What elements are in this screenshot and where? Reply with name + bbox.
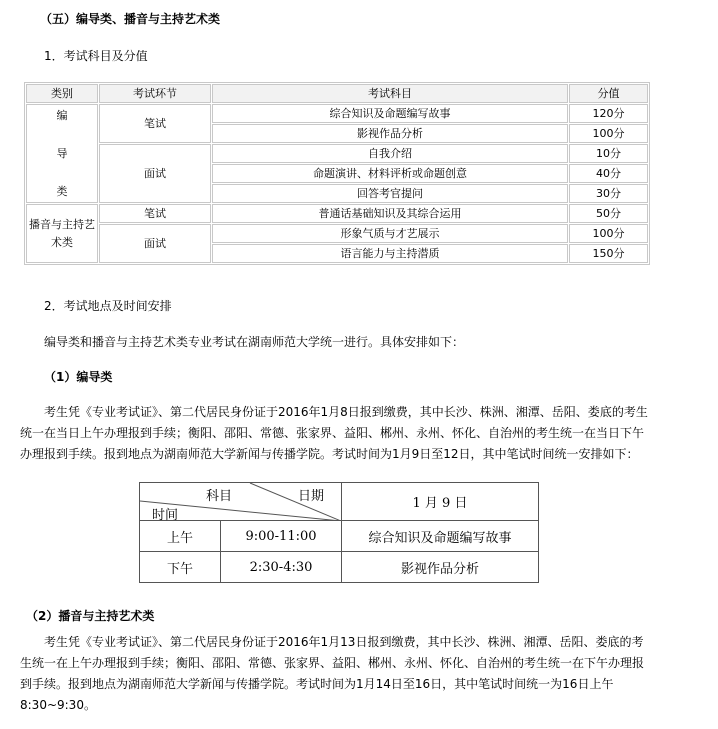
paragraph-line: 考生凭《专业考试证》、第二代居民身份证于2016年1月13日报到缴费，其中长沙、株洲、湘潭、岳阳、娄底的考: [44, 635, 644, 649]
diag-subject-label: 科目: [206, 489, 233, 504]
stage-written: 笔试: [99, 204, 211, 223]
subject-cell: 命题演讲、材料评析或命题创意: [212, 164, 568, 183]
category-char: 类: [56, 185, 68, 198]
header-stage: 考试环节: [99, 84, 211, 103]
subject-cell: 形象气质与才艺展示: [212, 224, 568, 243]
diagonal-header-cell: [140, 483, 342, 521]
schedule-subject: 综合知识及命题编写故事: [342, 521, 539, 552]
table-row: [26, 224, 648, 243]
header-category: 类别: [26, 84, 98, 103]
score-cell: 100分: [569, 124, 648, 143]
score-cell: 30分: [569, 184, 648, 203]
category-broadcasting: [26, 204, 98, 263]
table-row: [26, 104, 648, 123]
table-row: [26, 204, 648, 223]
subject-cell: 自我介绍: [212, 144, 568, 163]
subject-cell: 普通话基础知识及其综合运用: [212, 204, 568, 223]
intro-text: 编导类和播音与主持艺术类专业考试在湖南师范大学统一进行。具体安排如下：: [44, 335, 465, 349]
schedule-time: 9:00-11:00: [221, 521, 342, 552]
section-title: （五）编导类、播音与主持艺术类: [40, 12, 221, 26]
subheading-subjects: 1．考试科目及分值: [44, 49, 148, 63]
score-cell: 10分: [569, 144, 648, 163]
score-cell: 50分: [569, 204, 648, 223]
schedule-row: [140, 521, 539, 552]
schedule-time: 2:30-4:30: [221, 552, 342, 583]
score-cell: 100分: [569, 224, 648, 243]
subject-cell: 语言能力与主持潜质: [212, 244, 568, 263]
score-cell: 120分: [569, 104, 648, 123]
stage-oral: 面试: [99, 224, 211, 263]
category-line: 播音与主持艺: [29, 217, 95, 231]
subject-cell: 回答考官提问: [212, 184, 568, 203]
table-header-row: [26, 84, 648, 103]
stage-written: 笔试: [99, 104, 211, 143]
exam-schedule-table: [139, 482, 539, 583]
paragraph-line: 统一在当日上午办理报到手续；衡阳、邵阳、常德、张家界、益阳、郴州、永州、怀化、自治州的考生统一在当日下午: [20, 426, 645, 440]
category-directing: [26, 104, 98, 203]
category-char: 编: [56, 109, 68, 122]
paragraph-line: 办理报到手续。报到地点为湖南师范大学新闻与传播学院。考试时间为1月9日至12日，其中笔试时间统一安排如下：: [20, 447, 639, 461]
score-cell: 40分: [569, 164, 648, 183]
score-cell: 150分: [569, 244, 648, 263]
paragraph-line: 8:30~9:30。: [20, 698, 96, 712]
subheading-arrangement: 2．考试地点及时间安排: [44, 299, 172, 313]
diag-time-label: 时间: [152, 508, 179, 523]
subject-cell: 综合知识及命题编写故事: [212, 104, 568, 123]
subheading-directing: （1）编导类: [44, 370, 113, 384]
paragraph-broadcasting: [20, 632, 644, 716]
header-subject: 考试科目: [212, 84, 568, 103]
paragraph-line: 到手续。报到地点为湖南师范大学新闻与传播学院。考试时间为1月14日至16日，其中笔试时间统一为16日上午: [20, 677, 614, 691]
schedule-date: 1 月 9 日: [342, 483, 539, 521]
schedule-period: 下午: [140, 552, 221, 583]
category-char: 导: [56, 147, 68, 160]
header-score: 分值: [569, 84, 648, 103]
paragraph-line: 生统一在上午办理报到手续；衡阳、邵阳、常德、张家界、益阳、郴州、永州、怀化、自治州的考生统一在下午办理报: [20, 656, 645, 670]
table-row: [26, 144, 648, 163]
schedule-subject: 影视作品分析: [342, 552, 539, 583]
subheading-broadcasting: （2）播音与主持艺术类: [26, 609, 155, 623]
diag-date-label: 日期: [298, 489, 325, 504]
schedule-row: [140, 552, 539, 583]
schedule-period: 上午: [140, 521, 221, 552]
subject-cell: 影视作品分析: [212, 124, 568, 143]
category-line: 术类: [51, 235, 73, 249]
score-table: [24, 82, 650, 265]
paragraph-directing: [20, 402, 648, 465]
paragraph-line: 考生凭《专业考试证》、第二代居民身份证于2016年1月8日报到缴费，其中长沙、株洲、湘潭、岳阳、娄底的考生: [44, 405, 648, 419]
stage-oral: 面试: [99, 144, 211, 203]
schedule-header-row: [140, 483, 539, 521]
